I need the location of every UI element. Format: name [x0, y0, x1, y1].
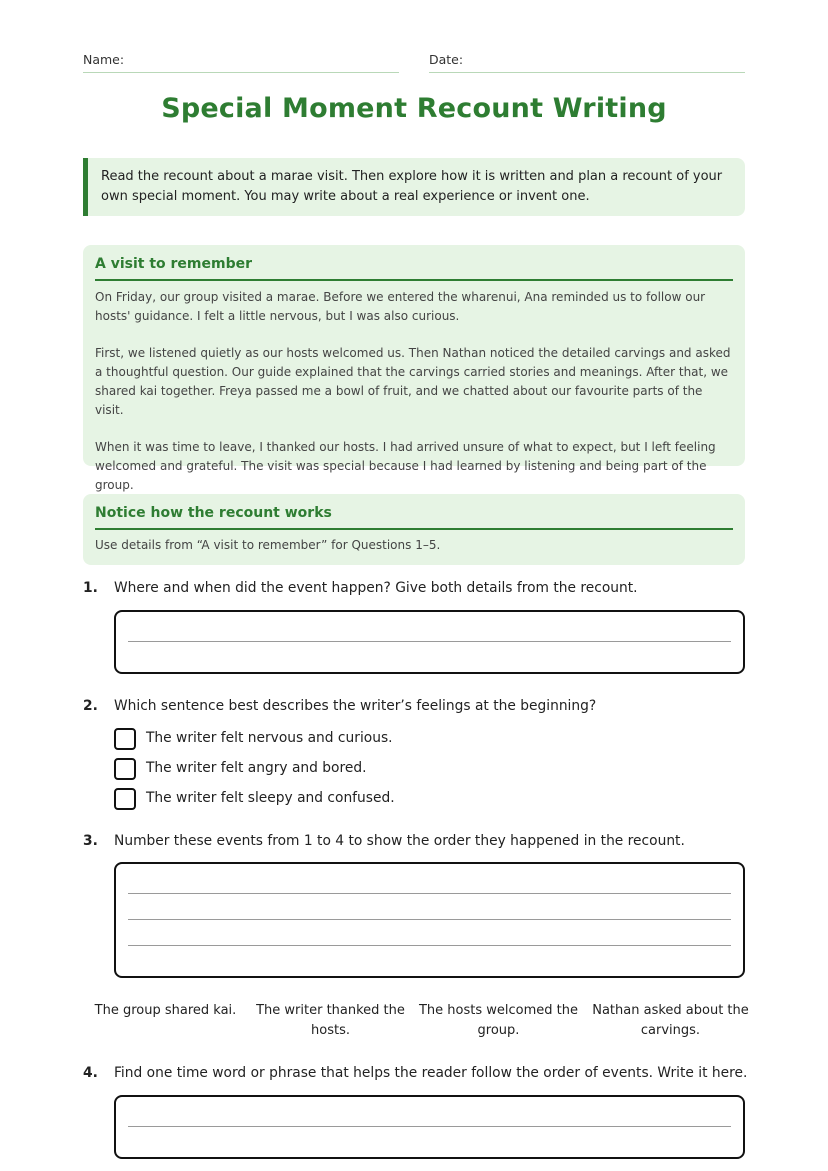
option-label: The writer felt nervous and curious.	[146, 730, 393, 746]
page-title: Special Moment Recount Writing	[161, 93, 667, 124]
option-label: The writer felt angry and bored.	[146, 760, 367, 776]
answer-box-1[interactable]	[114, 610, 745, 674]
answer-box-3[interactable]	[114, 862, 745, 978]
event-item: The hosts welcomed the group.	[418, 1003, 578, 1038]
question-number: 3.	[83, 833, 98, 849]
notice-panel	[83, 494, 745, 565]
question-number: 1.	[83, 580, 98, 596]
notice-title: Notice how the recount works	[95, 494, 733, 530]
checkbox[interactable]	[114, 788, 136, 810]
name-label: Name:	[83, 52, 125, 67]
question-number: 2.	[83, 698, 98, 714]
answer-line	[128, 919, 731, 920]
event-item: The writer thanked the hosts.	[256, 1003, 405, 1038]
question-text: Number these events from 1 to 4 to show the order they happened in the recount.	[114, 833, 685, 849]
date-field[interactable]	[429, 52, 745, 73]
answer-box-4[interactable]	[114, 1095, 745, 1159]
story-panel	[83, 245, 745, 492]
option-label: The writer felt sleepy and confused.	[146, 790, 395, 806]
notice-text: Use details from “A visit to remember” for Questions 1–5.	[95, 538, 441, 552]
story-text	[95, 281, 733, 495]
question-text: Which sentence best describes the writer’s feelings at the beginning?	[114, 698, 597, 714]
question-text: Find one time word or phrase that helps the reader follow the order of events. Write it here.	[114, 1065, 748, 1081]
date-label: Date:	[429, 52, 464, 67]
name-field[interactable]	[83, 52, 399, 73]
event-item: Nathan asked about the carvings.	[592, 1003, 749, 1038]
story-title: A visit to remember	[95, 245, 733, 281]
header-fields	[83, 52, 745, 74]
answer-line	[128, 893, 731, 894]
question-text: Where and when did the event happen? Give both details from the recount.	[114, 580, 638, 596]
event-list	[83, 1001, 749, 1041]
story-paragraph: When it was time to leave, I thanked our hosts. I had arrived unsure of what to expect, but I left feeling welcomed and grateful. The visit was special because I had learned by listening and being part of the group.	[95, 440, 716, 492]
answer-line	[128, 641, 731, 642]
story-paragraph: On Friday, our group visited a marae. Before we entered the wharenui, Ana reminded us to follow our hosts' guidance. I felt a little nervous, but I was also curious.	[95, 290, 706, 323]
answer-line	[128, 945, 731, 946]
story-paragraph: First, we listened quietly as our hosts welcomed us. Then Nathan noticed the detailed carvings and asked a thoughtful question. Our guide explained that the carvings carried stories and meanings. After that, we shared kai together. Freya passed me a bowl of fruit, and we chatted about our favourite parts of the visit.	[95, 346, 731, 417]
answer-line	[128, 1126, 731, 1127]
intro-callout: Read the recount about a marae visit. Then explore how it is written and plan a recount of your own special moment. You may write about a real experience or invent one.	[83, 158, 745, 216]
event-item: The group shared kai.	[94, 1003, 237, 1018]
checkbox[interactable]	[114, 728, 136, 750]
question-number: 4.	[83, 1065, 98, 1081]
checkbox[interactable]	[114, 758, 136, 780]
